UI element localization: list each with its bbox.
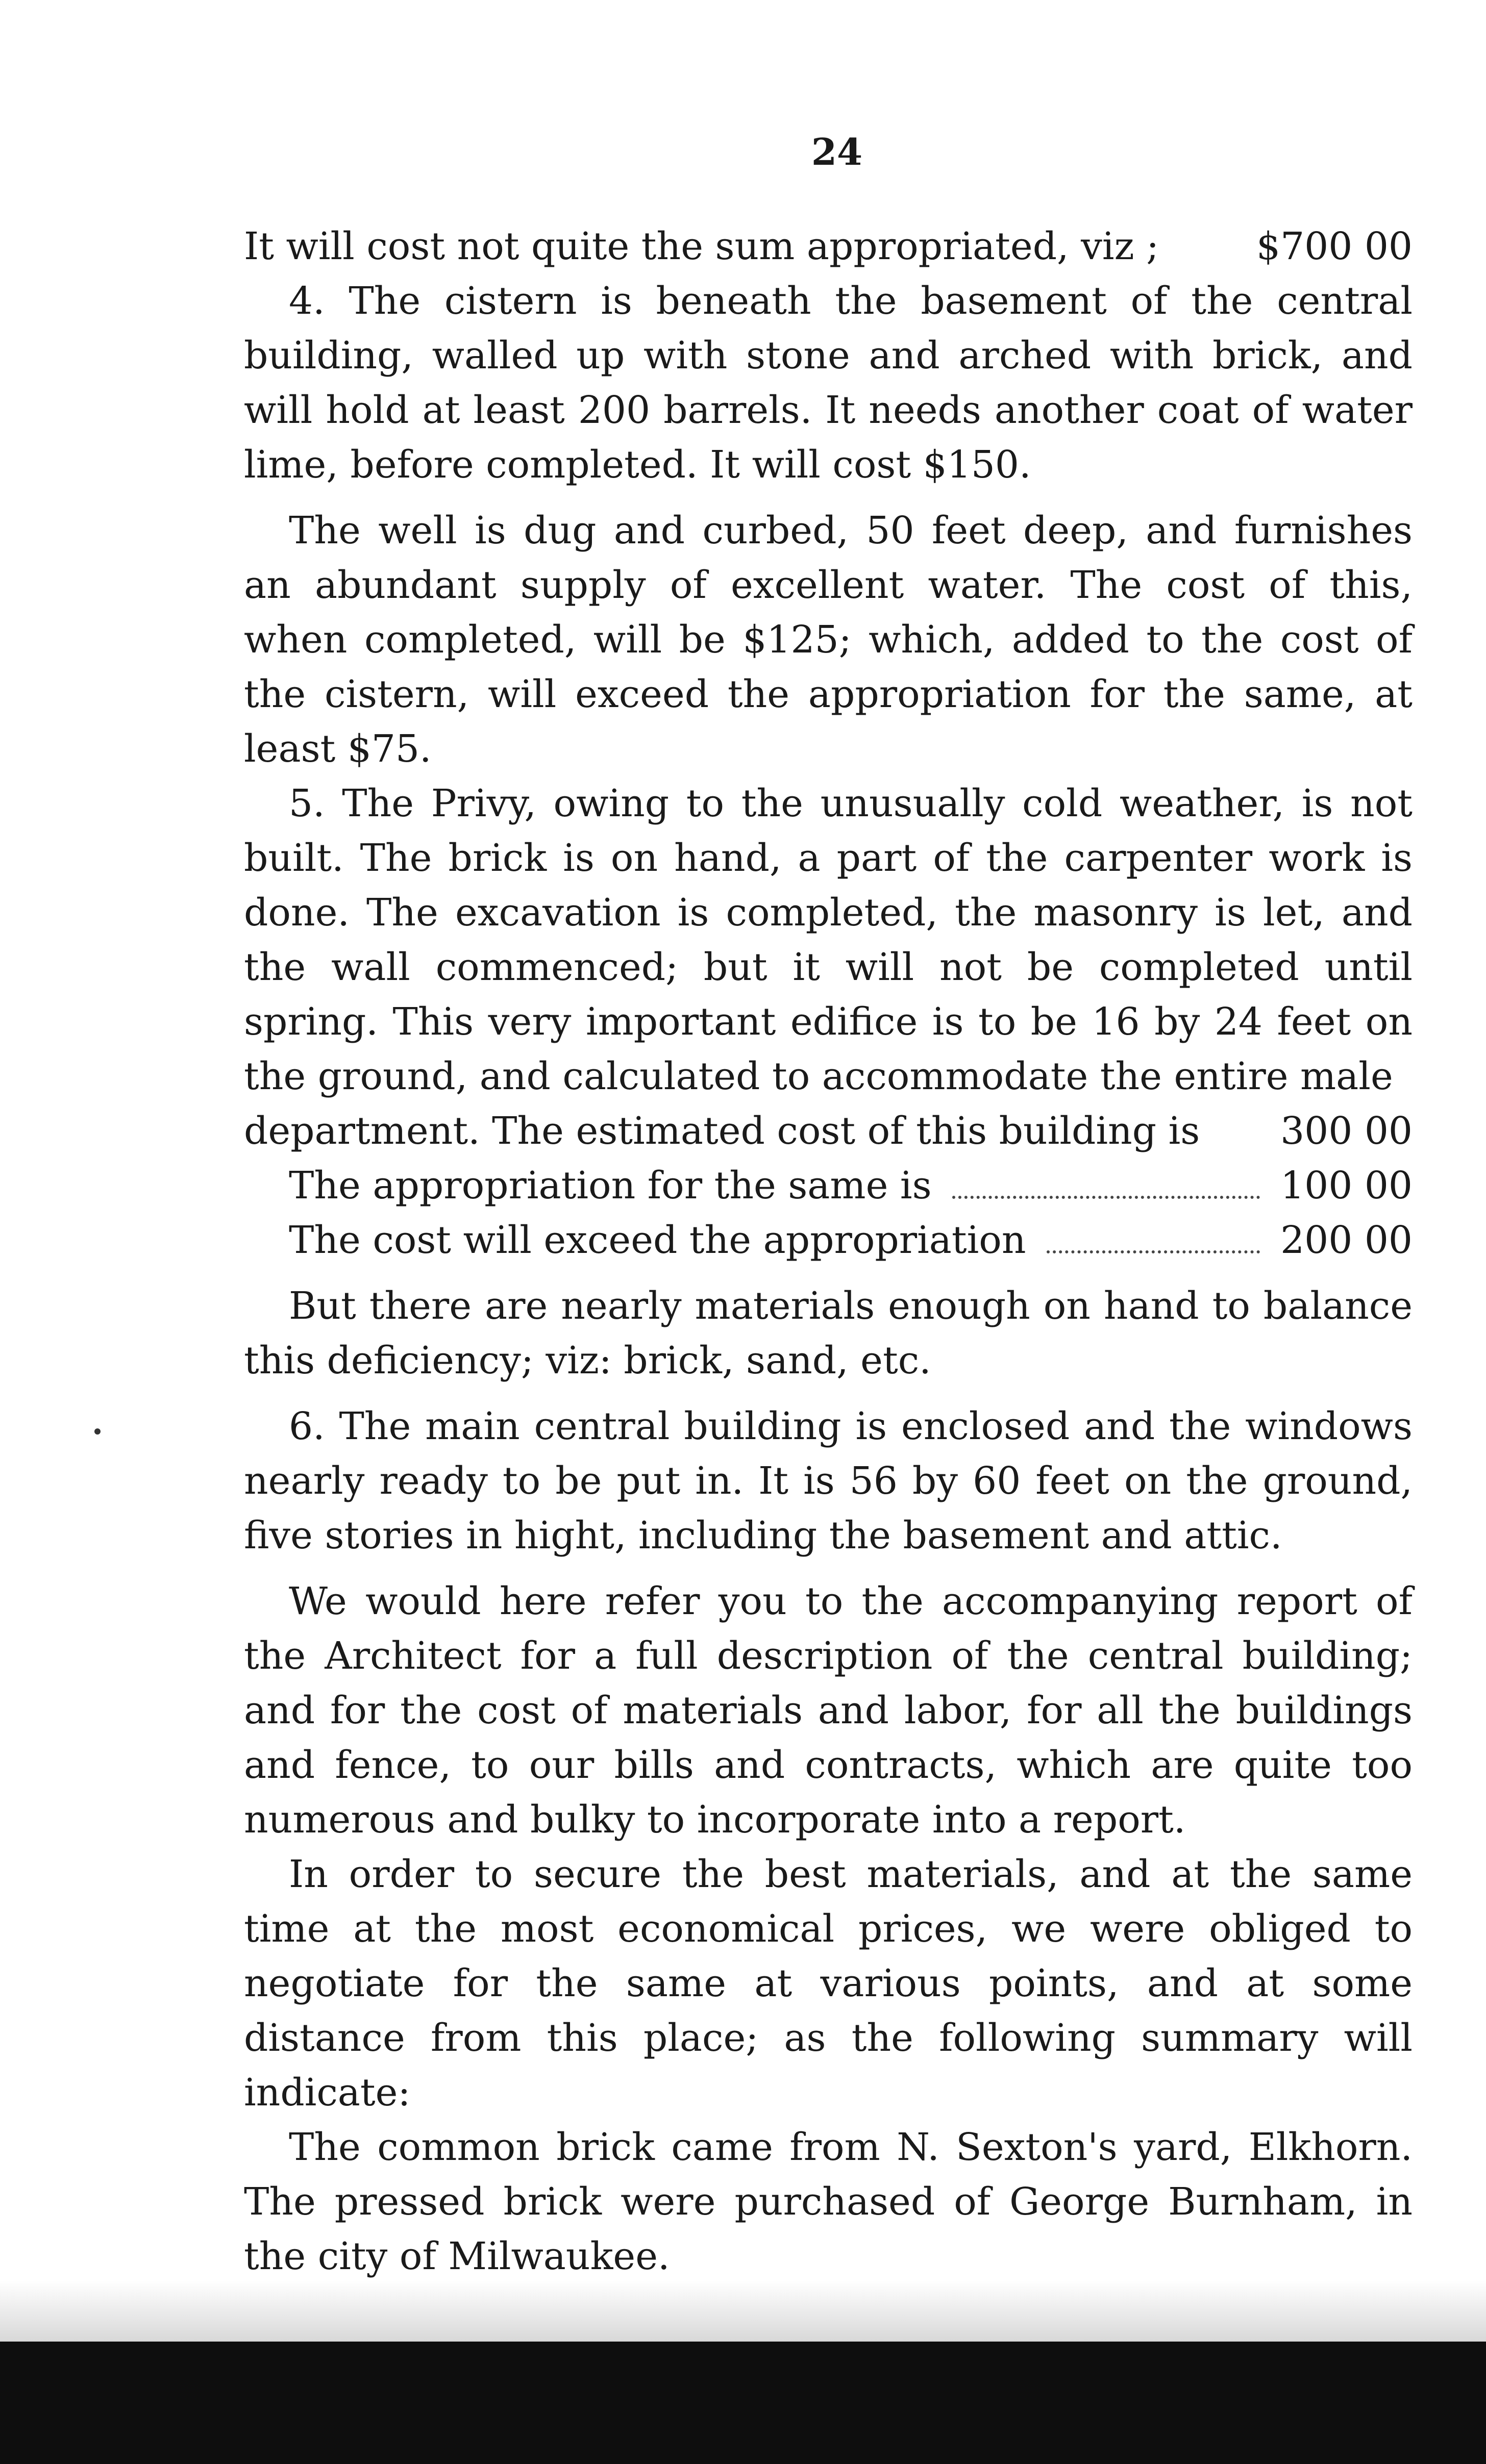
dot-leaders [952, 1159, 1260, 1199]
page-number: 24 [811, 130, 863, 173]
privy-cost-estimated-label: department. The estimated cost of this building is [244, 1109, 1200, 1153]
privy-cost-appropriation [244, 1159, 1413, 1213]
scan-edge [0, 2342, 1486, 2464]
privy-cost-excess-amount: 200 00 [1280, 1218, 1413, 1262]
opening-cost-line [244, 219, 1413, 274]
paragraph-materials: But there are nearly materials enough on hand to balance this deficiency; viz: brick, sand, etc. [244, 1284, 1413, 1382]
privy-cost-estimated [244, 1104, 1413, 1159]
paragraph-architect-report: We would here refer you to the accompanying report of the Architect for a full description of the central building; and for the cost of materials and labor, for all the buildings and fence, to our bills and contracts, which are quite too numerous and bulky to incorporate into a report. [244, 1579, 1413, 1842]
ink-speck [94, 1428, 101, 1435]
privy-cost-excess-label: The cost will exceed the appropriation [289, 1218, 1026, 1262]
paragraph-privy: 5. The Privy, owing to the unusually cold weather, is not built. The brick is on hand, a part of the carpenter work is done. The excavation is completed, the masonry is let, and the wall commenced; but it will not be completed until spring. This very important edifice is to be 16 by 24 feet on the ground, and calculated to accommodate the entire male [244, 782, 1413, 1098]
paragraph-brick-sources: The common brick came from N. Sexton's yard, Elkhorn. The pressed brick were purchased of George Burnham, in the city of Milwaukee. [244, 2125, 1413, 2278]
body-text [244, 219, 1413, 2284]
scan-shadow [0, 2280, 1486, 2342]
privy-cost-estimated-amount: 300 00 [1280, 1109, 1413, 1153]
opening-cost-label: It will cost not quite the sum appropriated, viz ; [244, 224, 1159, 268]
paragraph-negotiate: In order to secure the best materials, and at the same time at the most economical prices, we were obliged to negotiate for the same at various points, and at some distance from this place; as the following summary will indicate: [244, 1852, 1413, 2115]
opening-cost-amount: $700 00 [1256, 224, 1413, 268]
dot-leaders [1047, 1213, 1260, 1253]
privy-cost-appropriation-amount: 100 00 [1280, 1164, 1413, 1208]
paragraph-cistern: 4. The cistern is beneath the basement of the central building, walled up with stone and arched with brick, and will hold at least 200 barrels. It needs another coat of water lime, before completed. It will cost $150. [244, 279, 1413, 487]
paragraph-central-building: 6. The main central building is enclosed and the windows nearly ready to be put in. It is 56 by 60 feet on the ground, five stories in hight, including the basement and attic. [244, 1404, 1413, 1557]
privy-cost-appropriation-label: The appropriation for the same is [289, 1164, 932, 1208]
paragraph-well: The well is dug and curbed, 50 feet deep, and furnishes an abundant supply of excellent water. The cost of this, when completed, will be $125; which, added to the cost of the cistern, will exceed the appropriation for the same, at least $75. [244, 509, 1413, 771]
privy-cost-excess [244, 1213, 1413, 1268]
